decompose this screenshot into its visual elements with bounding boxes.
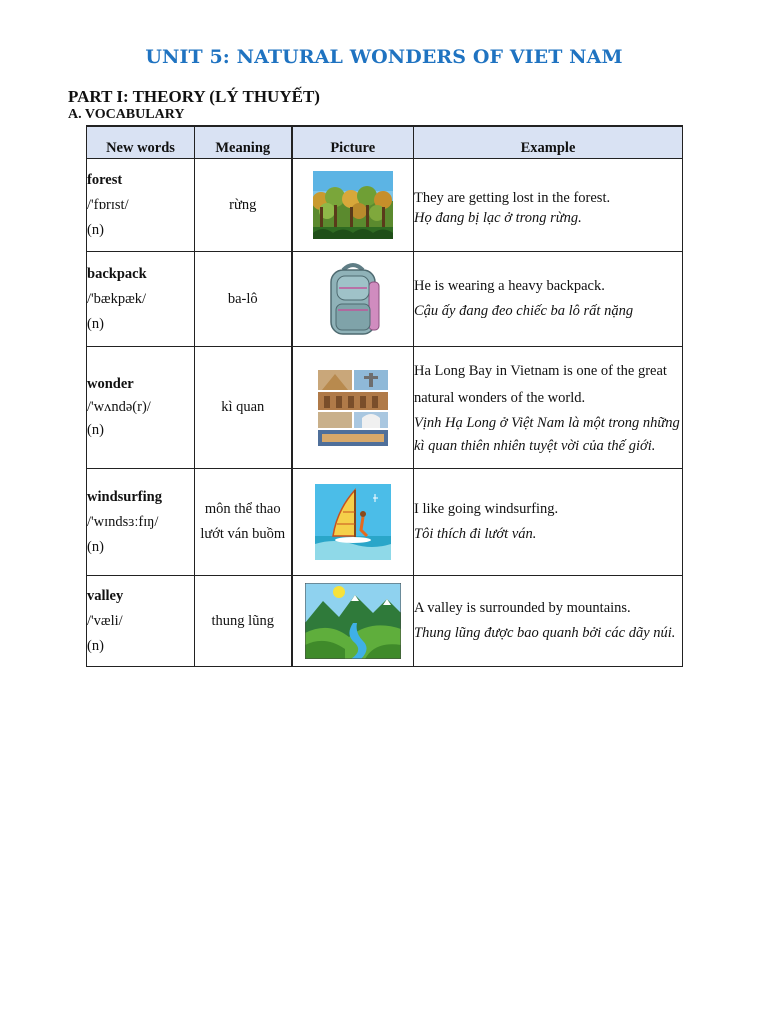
forest-picture [313,171,393,239]
word: valley [87,587,124,604]
meaning: thung lũng [195,576,292,667]
page-title: UNIT 5: NATURAL WONDERS OF VIET NAM [145,46,623,68]
word-cell [87,159,195,252]
meaning: môn thể thao lướt ván buồm [195,469,292,576]
example-vi: Tôi thích đi lướt ván. [414,526,537,542]
word: windsurfing [87,488,162,505]
part-of-speech: (n) [87,221,104,238]
valley-picture [305,583,401,659]
example-vi: Cậu ấy đang đeo chiếc ba lô rất nặng [414,303,634,319]
example-cell [414,159,683,252]
example-en: He is wearing a heavy backpack. [414,278,605,294]
header-meaning: Meaning [195,126,292,159]
example-en: They are getting lost in the forest. [414,189,611,206]
picture-cell [292,347,414,469]
table-row [87,252,683,347]
vocabulary-table [86,125,683,667]
picture-cell [292,469,414,576]
table-row [87,576,683,667]
meaning: rừng [195,159,292,252]
table-row [87,347,683,469]
meaning: kì quan [195,347,292,469]
word: forest [87,171,123,188]
part-of-speech: (n) [87,422,104,438]
word: wonder [87,376,134,392]
wonders-picture [318,370,388,446]
ipa: /'fɒrɪst/ [87,196,129,213]
word-cell [87,576,195,667]
backpack-picture [323,260,383,338]
table-header-row [87,126,683,159]
picture-cell [292,576,414,667]
example-cell [414,252,683,347]
example-en: Ha Long Bay in Vietnam is one of the great natural wonders of the world. [414,362,667,406]
example-cell [414,347,683,469]
word-cell [87,252,195,347]
example-en: I like going windsurfing. [414,501,559,517]
table-row [87,159,683,252]
picture-cell [292,159,414,252]
part-of-speech: (n) [87,637,104,654]
ipa: /'væli/ [87,612,123,629]
example-cell [414,469,683,576]
table-row [87,469,683,576]
header-new-words: New words [87,126,195,159]
part-heading: PART I: THEORY (LÝ THUYẾT) [68,87,320,106]
example-vi: Vịnh Hạ Long ở Việt Nam là một trong những kì quan thiên nhiên tuyệt vời của thế giới. [414,414,680,454]
section-heading: A. VOCABULARY [68,107,185,122]
part-of-speech: (n) [87,315,104,332]
word: backpack [87,265,147,282]
word-cell [87,469,195,576]
word-cell [87,347,195,469]
ipa: /'wʌndə(r)/ [87,399,151,415]
example-en: A valley is surrounded by mountains. [414,600,631,616]
header-picture: Picture [292,126,414,159]
header-example: Example [414,126,683,159]
example-vi: Thung lũng được bao quanh bởi các dãy núi. [414,625,676,641]
example-cell [414,576,683,667]
example-vi: Họ đang bị lạc ở trong rừng. [414,209,582,226]
ipa: /'wɪndsɜːfɪŋ/ [87,513,159,530]
meaning: ba-lô [195,252,292,347]
windsurfing-picture [315,484,391,560]
picture-cell [292,252,414,347]
part-of-speech: (n) [87,538,104,555]
ipa: /'bækpæk/ [87,290,147,307]
